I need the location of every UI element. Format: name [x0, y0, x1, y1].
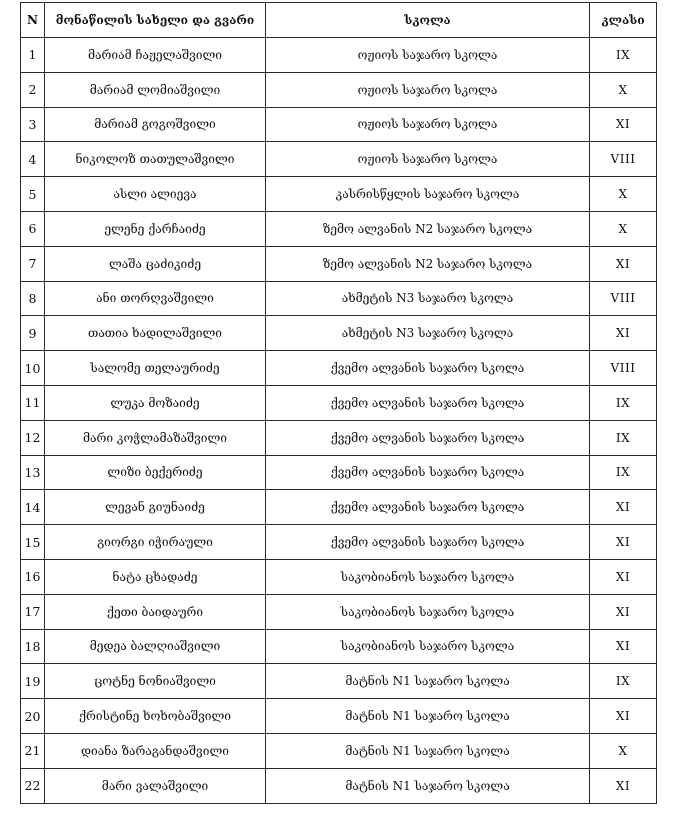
cell-grade: IX [590, 420, 657, 455]
cell-school: ოჟიოს საჯარო სკოლა [266, 72, 590, 107]
table-body [21, 38, 657, 804]
cell-number: 4 [21, 142, 45, 177]
cell-number: 9 [21, 316, 45, 351]
cell-participant-name: ქრისტინე ხოხობაშვილი [45, 699, 266, 734]
cell-participant-name: ლაშა ცაძიკიძე [45, 246, 266, 281]
cell-school: მატნის N1 საჯარო სკოლა [266, 699, 590, 734]
cell-grade: VIII [590, 351, 657, 386]
cell-participant-name: მარი ვალაშვილი [45, 768, 266, 803]
cell-school: ქვემო ალვანის საჯარო სკოლა [266, 385, 590, 420]
cell-school: ქვემო ალვანის საჯარო სკოლა [266, 490, 590, 525]
cell-school: მატნის N1 საჯარო სკოლა [266, 664, 590, 699]
cell-grade: XI [590, 246, 657, 281]
cell-participant-name: მარიამ გოგოშვილი [45, 107, 266, 142]
table-row [21, 420, 657, 455]
table-row [21, 72, 657, 107]
cell-grade: XI [590, 525, 657, 560]
cell-school: კასრისწყლის საჯარო სკოლა [266, 177, 590, 212]
cell-participant-name: ლუკა მოზაიძე [45, 385, 266, 420]
cell-participant-name: მედეა ბალღიაშვილი [45, 629, 266, 664]
cell-grade: VIII [590, 281, 657, 316]
cell-number: 2 [21, 72, 45, 107]
cell-grade: XI [590, 316, 657, 351]
participants-table [20, 2, 657, 804]
table-header [21, 3, 657, 38]
cell-grade: XI [590, 559, 657, 594]
cell-school: მატნის N1 საჯარო სკოლა [266, 733, 590, 768]
cell-number: 1 [21, 38, 45, 73]
table-row [21, 664, 657, 699]
cell-number: 18 [21, 629, 45, 664]
header-row [21, 3, 657, 38]
cell-school: ქვემო ალვანის საჯარო სკოლა [266, 351, 590, 386]
table-row [21, 699, 657, 734]
cell-school: საკობიანოს საჯარო სკოლა [266, 559, 590, 594]
cell-participant-name: ნიკოლოზ თათულაშვილი [45, 142, 266, 177]
table-row [21, 316, 657, 351]
cell-number: 17 [21, 594, 45, 629]
cell-grade: X [590, 177, 657, 212]
cell-school: ახმეტის N3 საჯარო სკოლა [266, 281, 590, 316]
cell-grade: XI [590, 768, 657, 803]
cell-number: 6 [21, 211, 45, 246]
cell-participant-name: ლიზი ბექერიძე [45, 455, 266, 490]
cell-grade: X [590, 211, 657, 246]
cell-number: 7 [21, 246, 45, 281]
cell-participant-name: ნატა ცხადაძე [45, 559, 266, 594]
cell-number: 22 [21, 768, 45, 803]
cell-school: საკობიანოს საჯარო სკოლა [266, 629, 590, 664]
cell-participant-name: მარი კოჭლამაზაშვილი [45, 420, 266, 455]
table-row [21, 768, 657, 803]
table-row [21, 246, 657, 281]
cell-participant-name: ანი თორღვაშვილი [45, 281, 266, 316]
cell-participant-name: ქეთი ბაიდაური [45, 594, 266, 629]
participants-document [20, 2, 656, 804]
table-row [21, 142, 657, 177]
table-row [21, 281, 657, 316]
table-row [21, 733, 657, 768]
cell-number: 5 [21, 177, 45, 212]
cell-grade: IX [590, 38, 657, 73]
cell-school: მატნის N1 საჯარო სკოლა [266, 768, 590, 803]
cell-participant-name: გიორგი იჭირაული [45, 525, 266, 560]
cell-school: საკობიანოს საჯარო სკოლა [266, 594, 590, 629]
cell-number: 14 [21, 490, 45, 525]
cell-number: 13 [21, 455, 45, 490]
table-row [21, 559, 657, 594]
table-row [21, 490, 657, 525]
table-row [21, 107, 657, 142]
cell-school: ქვემო ალვანის საჯარო სკოლა [266, 525, 590, 560]
cell-number: 10 [21, 351, 45, 386]
cell-grade: IX [590, 385, 657, 420]
table-row [21, 38, 657, 73]
table-row [21, 455, 657, 490]
table-row [21, 177, 657, 212]
cell-number: 21 [21, 733, 45, 768]
header-number: N [21, 3, 45, 38]
cell-number: 11 [21, 385, 45, 420]
cell-school: ზემო ალვანის N2 საჯარო სკოლა [266, 246, 590, 281]
cell-school: ზემო ალვანის N2 საჯარო სკოლა [266, 211, 590, 246]
cell-participant-name: ელენე ქარჩაიძე [45, 211, 266, 246]
cell-number: 19 [21, 664, 45, 699]
table-row [21, 629, 657, 664]
cell-school: ოჟიოს საჯარო სკოლა [266, 142, 590, 177]
cell-grade: X [590, 733, 657, 768]
cell-grade: IX [590, 664, 657, 699]
cell-number: 8 [21, 281, 45, 316]
table-row [21, 351, 657, 386]
cell-grade: XI [590, 699, 657, 734]
cell-grade: IX [590, 455, 657, 490]
cell-participant-name: ცოტნე ნონიაშვილი [45, 664, 266, 699]
cell-number: 20 [21, 699, 45, 734]
table-row [21, 385, 657, 420]
cell-grade: XI [590, 107, 657, 142]
cell-school: ახმეტის N3 საჯარო სკოლა [266, 316, 590, 351]
cell-participant-name: ლევან გიუნაიძე [45, 490, 266, 525]
table-row [21, 525, 657, 560]
cell-number: 3 [21, 107, 45, 142]
cell-grade: XI [590, 594, 657, 629]
cell-number: 16 [21, 559, 45, 594]
cell-participant-name: ასლი ალიევა [45, 177, 266, 212]
cell-grade: XI [590, 629, 657, 664]
header-school: სკოლა [266, 3, 590, 38]
cell-participant-name: თათია ხადილაშვილი [45, 316, 266, 351]
header-grade: კლასი [590, 3, 657, 38]
cell-grade: XI [590, 490, 657, 525]
cell-school: ოჟიოს საჯარო სკოლა [266, 38, 590, 73]
table-row [21, 594, 657, 629]
cell-grade: X [590, 72, 657, 107]
cell-grade: VIII [590, 142, 657, 177]
cell-participant-name: დიანა ზარაგანდაშვილი [45, 733, 266, 768]
cell-school: ოჟიოს საჯარო სკოლა [266, 107, 590, 142]
cell-school: ქვემო ალვანის საჯარო სკოლა [266, 420, 590, 455]
cell-number: 12 [21, 420, 45, 455]
cell-participant-name: სალომე თელაურიძე [45, 351, 266, 386]
cell-participant-name: მარიამ ჩაჟელაშვილი [45, 38, 266, 73]
header-participant-name: მონაწილის სახელი და გვარი [45, 3, 266, 38]
table-row [21, 211, 657, 246]
cell-number: 15 [21, 525, 45, 560]
cell-participant-name: მარიამ ლომიაშვილი [45, 72, 266, 107]
cell-school: ქვემო ალვანის საჯარო სკოლა [266, 455, 590, 490]
